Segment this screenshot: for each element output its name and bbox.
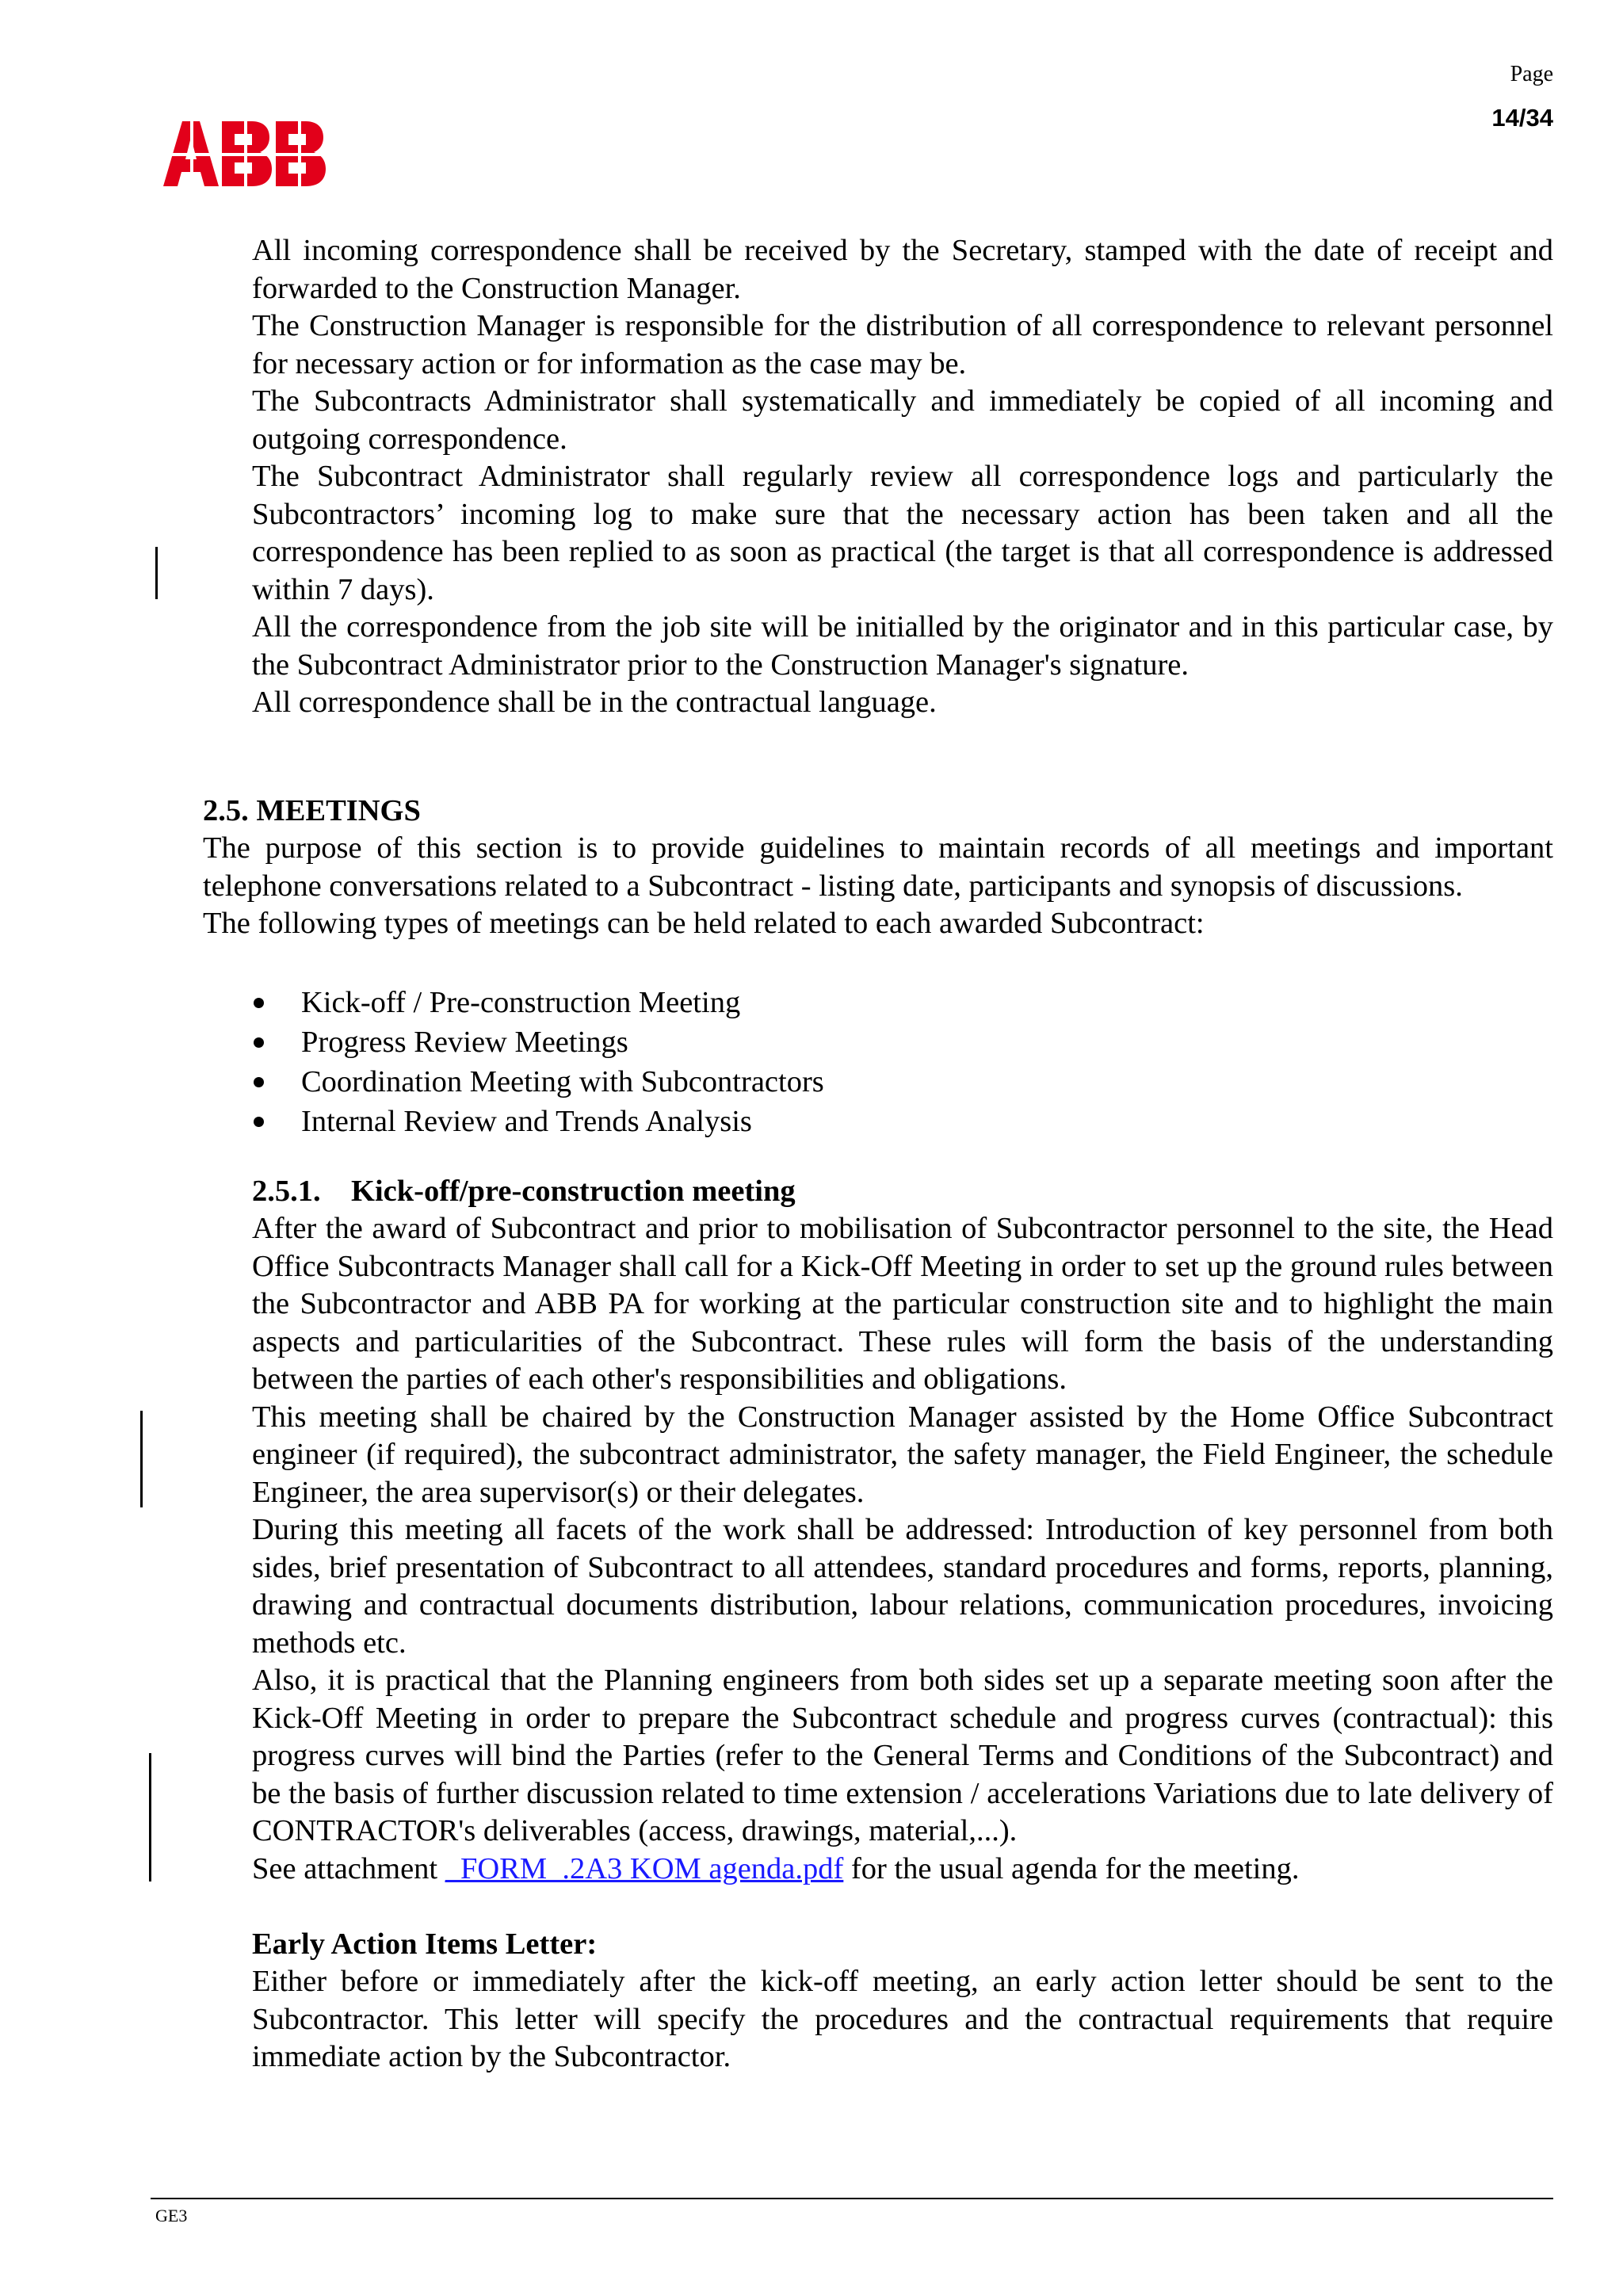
attachment-link[interactable]: _FORM_.2A3 KOM agenda.pdf: [445, 1851, 844, 1885]
subsection-title: Kick-off/pre-construction meeting: [351, 1175, 796, 1208]
change-bar: [155, 547, 158, 599]
subsection-number: 2.5.1.: [252, 1175, 321, 1208]
paragraph: All incoming correspondence shall be received by the Secretary, stamped with the date of receipt and forwarded to the Construction Manager.: [252, 234, 1553, 305]
change-bar: [140, 1411, 143, 1507]
paragraph: Either before or immediately after the kick-off meeting, an early action letter should be sent to the Subcontractor. This letter will specify the procedures and the contractual requirements that require immediate action by the Subcontractor.: [252, 1965, 1553, 2073]
page-label: Page: [1510, 62, 1553, 86]
paragraph: The purpose of this section is to provide guidelines to maintain records of all meetings and important telephone conversations related to a Subcontract - listing date, participants and synopsis of discussions.: [203, 831, 1553, 903]
list-item: Progress Review Meetings: [252, 1022, 824, 1062]
paragraph: [252, 1851, 1553, 1889]
change-bar: [149, 1753, 151, 1881]
bullet-icon: [254, 1117, 264, 1127]
meetings-intro: [203, 830, 1553, 943]
paragraph: The Subcontracts Administrator shall systematically and immediately be copied of all incoming and outgoing correspondence.: [252, 384, 1553, 456]
footer-rule: [151, 2198, 1553, 2199]
bullet-icon: [254, 998, 264, 1008]
paragraph: This meeting shall be chaired by the Construction Manager assisted by the Home Office Subcontract engineer (if required), the subcontract administrator, the safety manager, the Field Engineer, the schedule Engineer, the area supervisor(s) or their delegates.: [252, 1400, 1553, 1509]
early-action-heading: Early Action Items Letter:: [252, 1927, 598, 1961]
paragraph: All correspondence shall be in the contractual language.: [252, 686, 937, 719]
paragraph: All the correspondence from the job site will be initialled by the originator and in this particular case, by the Subcontract Administrator prior to the Construction Manager's signature.: [252, 610, 1553, 682]
spacer: [252, 1888, 1553, 1926]
footer-code: GE3: [155, 2206, 188, 2225]
meeting-types-list: [252, 983, 824, 1141]
paragraph: During this meeting all facets of the work shall be addressed: Introduction of key personnel from both sides, brief presentation of Subcontract to all attendees, standard procedures and forms, reports, planning, drawing and contractual documents distribution, labour relations, communication procedures, invoicing methods etc.: [252, 1513, 1553, 1660]
kickoff-section: [252, 1210, 1553, 2076]
bullet-icon: [254, 1077, 264, 1087]
bullet-icon: [254, 1037, 264, 1048]
abb-logo: [163, 121, 333, 186]
section-heading-meetings: 2.5. MEETINGS: [203, 794, 421, 827]
list-item: Coordination Meeting with Subcontractors: [252, 1062, 824, 1102]
page-number: 14/34: [1491, 104, 1553, 132]
paragraph: After the award of Subcontract and prior to mobilisation of Subcontractor personnel to the site, the Head Office Subcontracts Manager shall call for a Kick-Off Meeting in order to set up the ground rules between the Subcontractor and ABB PA for working at the particular construction site and to highlight the main aspects and particularities of the Subcontract. These rules will form the basis of the understanding between the parties of each other's responsibilities and obligations.: [252, 1212, 1553, 1396]
list-item: Kick-off / Pre-construction Meeting: [252, 983, 824, 1022]
paragraph: The following types of meetings can be held related to each awarded Subcontract:: [203, 907, 1205, 940]
paragraph: The Construction Manager is responsible for the distribution of all correspondence to relevant personnel for necessary action or for information as the case may be.: [252, 309, 1553, 380]
list-item: Internal Review and Trends Analysis: [252, 1102, 824, 1141]
paragraph: Also, it is practical that the Planning engineers from both sides set up a separate meeting soon after the Kick-Off Meeting in order to prepare the Subcontract schedule and progress curves (contractual): this progress curves will bind the Parties (refer to the General Terms and Conditions of the Subcontract) and be the basis of further discussion related to time extension / accelerations Variations due to late delivery of CONTRACTOR's deliverables (access, drawings, material,...).: [252, 1664, 1553, 1847]
paragraph: The Subcontract Administrator shall regularly review all correspondence logs and particularly the Subcontractors’ incoming log to make sure that the necessary action has been taken and all the correspondence has been replied to as soon as practical (the target is that all correspondence is addressed within 7 days).: [252, 460, 1553, 606]
attachment-prefix: See attachment: [252, 1851, 445, 1885]
attachment-suffix: for the usual agenda for the meeting.: [843, 1851, 1300, 1885]
subsection-heading-kickoff: [252, 1173, 796, 1211]
correspondence-section: [252, 232, 1553, 722]
